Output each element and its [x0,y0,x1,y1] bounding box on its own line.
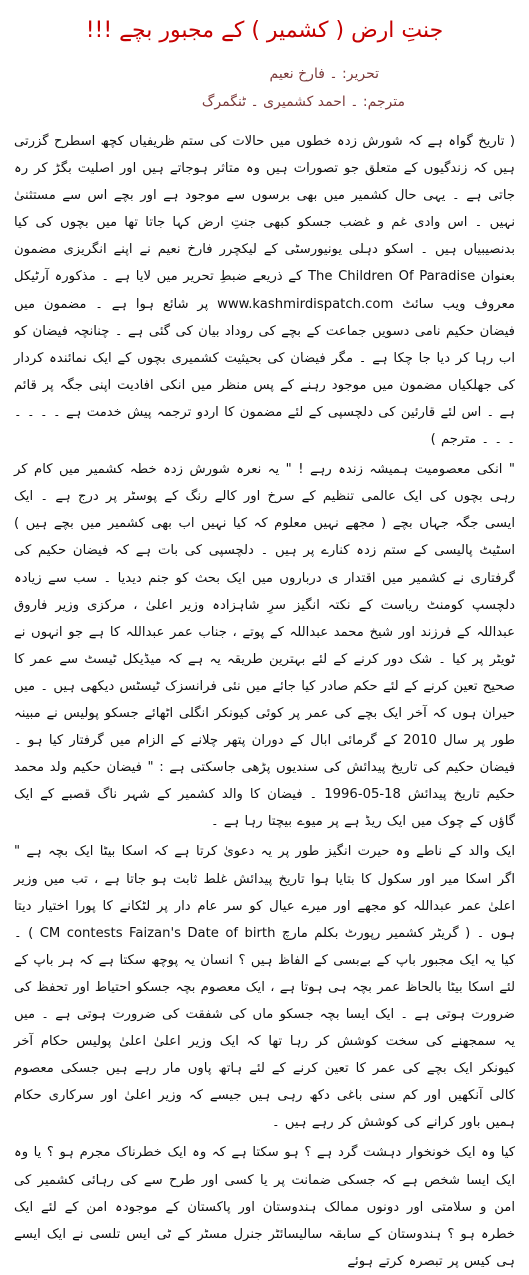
translator-line: مترجم: ۔ احمد کشمیری ۔ ٹنگمرگ [201,94,405,110]
body-paragraph: ایک والد کے ناطے وہ حیرت انگیز طور پر یہ دعویٰ کرتا ہے کہ اسکا بیٹا ایک بچہ ہے " اگر اسکا میر اور سکول کا بتایا ہوا تاریخ پیدائش غلط ثابت ہو جاتا ہے ، تب میں وزیر اعلیٰ عمر عبداللہ کو مجھے اور میرے عیال کو سر عام دار پر لٹکانے کا پورا اختیار دیتا ہوں ۔ ( گریٹر کشمیر رپورٹ بکلم مارچ CM contests Faizan's Date of birth ) ۔ کیا یہ ایک مجبور باپ کے بےبسی کے الفاظ ہیں ؟ انسان یہ پوچھ سکتا ہے کہ ہر باپ کے لئے اسکا بیٹا بالحاظ عمر بچہ ہی ہوتا ہے ، ایک معصوم بچہ جسکو احتیاط اور تحفظ کی ضرورت ہوتی ہے ۔ ایک ایسا بچہ جسکو ماں کی شفقت کی ضرورت ہوتی ہے ۔ میں یہ سمجھنے کی سخت کوشش کر رہا تھا کہ ایک وزیر اعلیٰ اعلیٰ پولیس حکام آخر کیونکر ایک بچے کی عمر کا تعین کرنے کے لئے ہاتھ پاوں مار رہے ہیں جسکی معصوم کالی آنکھیں اور کم سنی باغی دکھ رہی ہیں جیسے کہ وزیر اعلیٰ اور سرکاری حکام ہمیں باور کرانے کی کوشش کر رہے ہیں ۔ [14,844,515,1131]
body-paragraph: کیا وہ ایک خونخوار دہشت گرد ہے ؟ ہو سکتا ہے کہ وہ ایک خطرناک مجرم ہو ؟ یا وہ ایک ایسا شخص ہے کہ جسکی ضمانت پر یا کسی اور طرح سے کی رہائی کشمیر کی امن و سلامتی اور دونوں ممالک ہندوستان اور پاکستان کے موجودہ امن کے لئے ایک خطرہ ہو ؟ ہندوستان کے سابقہ سالیسائٹر جنرل مسٹر کے ٹی ایس تلسی نے ایک ایسے ہی کیس پر تبصرہ کرتے ہوئے [14,1145,515,1269]
article-title: جنتِ ارض ( کشمیر ) کے مجبور بچے !!! [85,18,444,43]
body-paragraph: " انکی معصومیت ہمیشہ زندہ رہے ! " یہ نعرہ شورش زدہ خطہ کشمیر میں کام کر رہی بچوں کی ایک عالمی تنظیم کے سرخ اور کالے رنگ کے پوسٹر پر درج ہے ۔ ایک ایسی جگہ جہاں بچے ( مجھے نہیں معلوم کہ کیا نہیں اب بھی کشمیر میں بچے ہیں ) اسٹیٹ پالیسی کے ستم زدہ کنارے پر ہیں ۔ دلچسپی کی بات ہے کہ فیضان حکیم کی گرفتاری نے کشمیر میں اقتدار ی درباروں میں ایک بحث کو جنم دیدیا ۔ سب سے زیادہ دلچسپ کومنٹ ریاست کے نکتہ انگیز سرِ شاہزادہ وزیر اعلیٰ ، مرکزی وزیر فاروق عبداللہ کے فرزند اور شیخ محمد عبداللہ کے پوتے ، جناب عمر عبداللہ کا ہے جو انہوں نے ٹویٹر پر کیا ۔ شک دور کرنے کے لئے بہترین طریقہ یہ ہے کہ میڈیکل ٹیسٹ سے عمر کا صحیح تعین کرنے کے لئے حکم صادر کیا جائے میں نئی فرانسزک ٹیسٹس دیکھی ہیں ۔ میں حیران ہوں کہ آخر ایک بچے کی عمر پر کوئی کیونکر انگلی اٹھائے جسکو پولیس نے مبینہ طور پر سال 2010 کے گرمائی ابال کے دوران پتھر چلانے کے الزام میں گرفتار کیا ہو ۔ فیضان حکیم کی تاریخ پیدائش کی سندیوں پڑھی جاسکتی ہے : " فیضان حکیم ولد محمد حکیم تاریخ پیدائش 18-05-1996 ۔ فیضان کا والد کشمیر کے شہر ناگ قصبے کے ایک گاؤں کے چوک میں ایک ریڈ ہے پر میوے بیچتا رہا ہے ۔ [14,462,515,830]
article-body [14,128,515,1269]
intro-paragraph: ( تاریخ گواہ ہے کہ شورش زدہ خطوں میں حالات کی ستم ظریفیاں کچھ اسطرح گزرتی ہیں کہ زندگیوں کے متعلق جو تصورات ہیں وہ متاثر ہوجاتے ہیں اور اصلیت بگڑ کر رہ جاتی ہے ۔ یہی حال کشمیر میں بھی برسوں سے موجود ہے اور بچے اس سے مستثنیٰ نہیں ۔ اس وادی غم و غضب جسکو کبھی جنتِ ارض کہا جاتا تھا میں بچوں کی کیا بدنصیبیاں ہیں ۔ اسکو دہلی یونیورسٹی کے لیکچرر فارخ نعیم نے اپنے انگریزی مضمون بعنوان The Children Of Paradise کے ذریعے ضبطِ تحریر میں لایا ہے ۔ مذکورہ آرٹیکل معروف ویب سائٹ www.kashmirdispatch.com پر شائع ہوا ہے ۔ مضمون میں فیضان حکیم نامی دسویں جماعت کے بچے کی روداد بیان کی گئی ہے ۔ چنانچہ فیضان کو اب رہا کر دیا جا چکا ہے ۔ مگر فیضان کی بحیثیت کشمیری بچوں کے ایک نمائندہ کردار کی جھلکیاں مضمون میں موجود رہنے کے پس منظر میں انکی افادیت اپنی جگہ پر قائم ہے ۔ اس لئے قارئین کی دلچسپی کے لئے مضمون کا اردو ترجمہ پیش خدمت ہے ۔ ۔ ۔ ۔ ۔ ۔ ۔ مترجم ) [14,134,515,448]
author-line: تحریر: ۔ فارخ نعیم [269,66,379,82]
